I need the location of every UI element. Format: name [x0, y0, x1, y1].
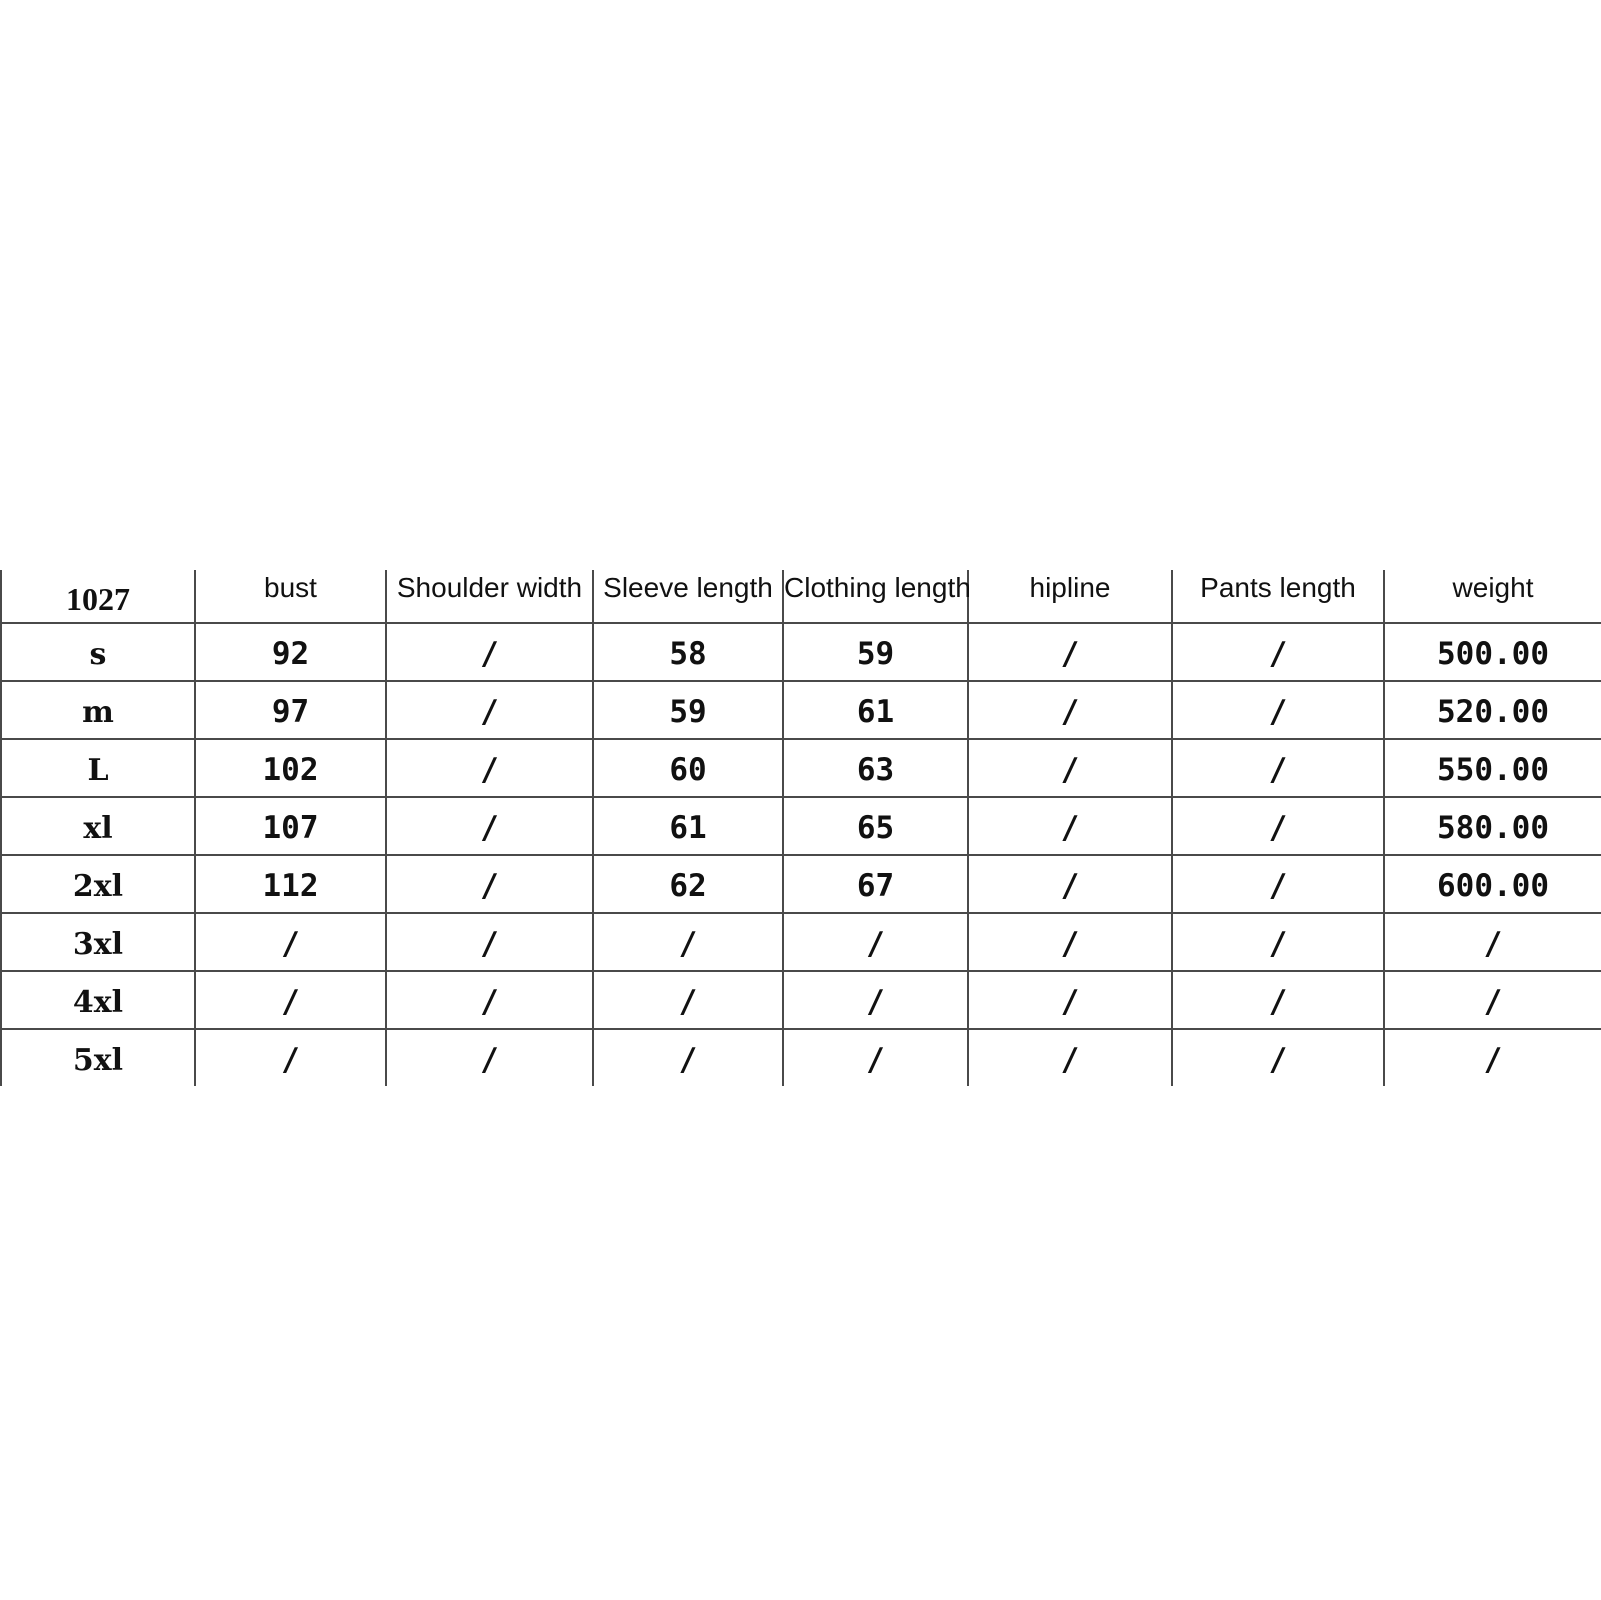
- table-cell: 63: [783, 739, 968, 797]
- table-cell: /: [386, 913, 593, 971]
- table-cell: 67: [783, 855, 968, 913]
- table-cell: /: [1172, 797, 1384, 855]
- table-cell: 58: [593, 623, 783, 681]
- table-cell: 600.00: [1384, 855, 1601, 913]
- table-cell: 65: [783, 797, 968, 855]
- table-cell: /: [1172, 1029, 1384, 1086]
- table-cell: /: [195, 1029, 386, 1086]
- table-header-row: [1, 570, 1601, 623]
- table-cell: /: [593, 913, 783, 971]
- table-cell: 520.00: [1384, 681, 1601, 739]
- table-cell: /: [783, 971, 968, 1029]
- size-label: xl: [1, 797, 195, 855]
- table-cell: 500.00: [1384, 623, 1601, 681]
- header-shoulder-width: Shoulder width: [386, 570, 593, 623]
- table-row: [1, 797, 1601, 855]
- table-cell: /: [1384, 971, 1601, 1029]
- size-label: m: [1, 681, 195, 739]
- table-cell: 61: [783, 681, 968, 739]
- table-cell: /: [1172, 855, 1384, 913]
- table-cell: 61: [593, 797, 783, 855]
- table-cell: 107: [195, 797, 386, 855]
- table-cell: /: [1172, 681, 1384, 739]
- size-label: 5xl: [1, 1029, 195, 1086]
- header-bust: bust: [195, 570, 386, 623]
- table-cell: /: [968, 797, 1172, 855]
- header-clothing-length: Clothing length: [783, 570, 968, 623]
- size-label: s: [1, 623, 195, 681]
- table-cell: /: [386, 797, 593, 855]
- table-cell: /: [593, 971, 783, 1029]
- table-cell: /: [968, 1029, 1172, 1086]
- table-cell: /: [1172, 623, 1384, 681]
- table-cell: /: [783, 1029, 968, 1086]
- table-cell: /: [386, 1029, 593, 1086]
- size-label: 2xl: [1, 855, 195, 913]
- table-cell: 59: [783, 623, 968, 681]
- table-cell: /: [593, 1029, 783, 1086]
- header-pants-length: Pants length: [1172, 570, 1384, 623]
- header-sleeve-length: Sleeve length: [593, 570, 783, 623]
- table-cell: /: [968, 739, 1172, 797]
- table-cell: /: [386, 739, 593, 797]
- table-row: [1, 739, 1601, 797]
- table-cell: /: [1384, 913, 1601, 971]
- table-row: [1, 623, 1601, 681]
- table-row: [1, 681, 1601, 739]
- table-cell: /: [968, 971, 1172, 1029]
- header-weight: weight: [1384, 570, 1601, 623]
- size-table: [0, 570, 1601, 1086]
- table-cell: /: [968, 681, 1172, 739]
- table-cell: 580.00: [1384, 797, 1601, 855]
- table-row: [1, 1029, 1601, 1086]
- table-cell: 92: [195, 623, 386, 681]
- table-cell: /: [386, 855, 593, 913]
- header-hipline: hipline: [968, 570, 1172, 623]
- table-cell: /: [1172, 913, 1384, 971]
- table-cell: /: [1172, 739, 1384, 797]
- table-row: [1, 855, 1601, 913]
- size-label: 4xl: [1, 971, 195, 1029]
- table-cell: 59: [593, 681, 783, 739]
- table-cell: /: [1384, 1029, 1601, 1086]
- table-cell: 102: [195, 739, 386, 797]
- size-label: 3xl: [1, 913, 195, 971]
- table-cell: /: [968, 855, 1172, 913]
- table-cell: 550.00: [1384, 739, 1601, 797]
- table-cell: 97: [195, 681, 386, 739]
- style-code: 1027: [1, 570, 195, 623]
- size-label: L: [1, 739, 195, 797]
- table-row: [1, 913, 1601, 971]
- table-cell: /: [386, 623, 593, 681]
- table-row: [1, 971, 1601, 1029]
- table-cell: /: [195, 913, 386, 971]
- table-cell: /: [968, 913, 1172, 971]
- table-cell: /: [968, 623, 1172, 681]
- size-chart: [0, 570, 1600, 1078]
- table-cell: /: [783, 913, 968, 971]
- table-cell: /: [386, 681, 593, 739]
- table-cell: 60: [593, 739, 783, 797]
- table-cell: /: [195, 971, 386, 1029]
- table-cell: 62: [593, 855, 783, 913]
- table-cell: 112: [195, 855, 386, 913]
- table-cell: /: [1172, 971, 1384, 1029]
- table-cell: /: [386, 971, 593, 1029]
